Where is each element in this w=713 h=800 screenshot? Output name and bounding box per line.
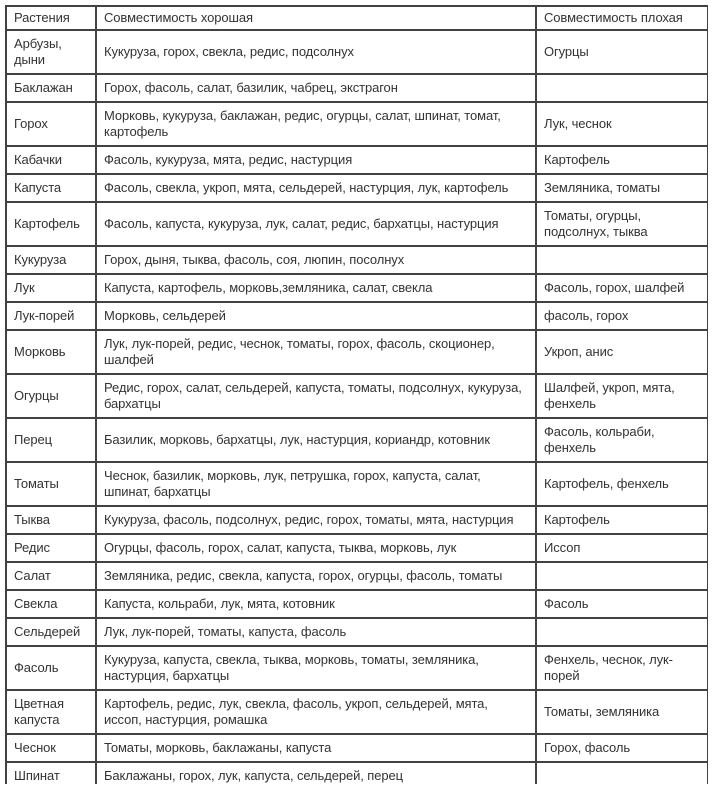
good-compatibility-cell: Кукуруза, горох, свекла, редис, подсолнух: [96, 30, 536, 74]
table-row: [6, 174, 708, 202]
bad-compatibility-cell: [536, 246, 708, 274]
table-row: [6, 562, 708, 590]
good-compatibility-cell: Капуста, картофель, морковь,земляника, салат, свекла: [96, 274, 536, 302]
table-row: [6, 762, 708, 784]
table-row: [6, 646, 708, 690]
good-compatibility-cell: Земляника, редис, свекла, капуста, горох, огурцы, фасоль, томаты: [96, 562, 536, 590]
plant-name-cell: Цветная капуста: [6, 690, 96, 734]
column-header-plants: Растения: [6, 6, 96, 30]
table-row: [6, 374, 708, 418]
column-header-good-compatibility: Совместимость хорошая: [96, 6, 536, 30]
bad-compatibility-cell: [536, 562, 708, 590]
plant-name-cell: Тыква: [6, 506, 96, 534]
good-compatibility-cell: Фасоль, свекла, укроп, мята, сельдерей, настурция, лук, картофель: [96, 174, 536, 202]
plant-name-cell: Горох: [6, 102, 96, 146]
table-row: [6, 246, 708, 274]
plant-compatibility-table: [5, 5, 708, 784]
table-row: [6, 330, 708, 374]
plant-name-cell: Капуста: [6, 174, 96, 202]
plant-name-cell: Томаты: [6, 462, 96, 506]
plant-name-cell: Морковь: [6, 330, 96, 374]
table-row: [6, 30, 708, 74]
good-compatibility-cell: Картофель, редис, лук, свекла, фасоль, укроп, сельдерей, мята, иссоп, настурция, ромашка: [96, 690, 536, 734]
bad-compatibility-cell: Картофель, фенхель: [536, 462, 708, 506]
plant-name-cell: Салат: [6, 562, 96, 590]
good-compatibility-cell: Огурцы, фасоль, горох, салат, капуста, тыква, морковь, лук: [96, 534, 536, 562]
bad-compatibility-cell: Картофель: [536, 146, 708, 174]
bad-compatibility-cell: Фенхель, чеснок, лук-порей: [536, 646, 708, 690]
table-row: [6, 734, 708, 762]
bad-compatibility-cell: [536, 762, 708, 784]
plant-name-cell: Перец: [6, 418, 96, 462]
table-row: [6, 146, 708, 174]
good-compatibility-cell: Капуста, кольраби, лук, мята, котовник: [96, 590, 536, 618]
bad-compatibility-cell: Иссоп: [536, 534, 708, 562]
table-container: [5, 5, 708, 784]
good-compatibility-cell: Горох, дыня, тыква, фасоль, соя, люпин, посолнух: [96, 246, 536, 274]
plant-name-cell: Лук: [6, 274, 96, 302]
table-row: [6, 418, 708, 462]
header-row: [6, 6, 708, 30]
table-row: [6, 274, 708, 302]
plant-name-cell: Фасоль: [6, 646, 96, 690]
good-compatibility-cell: Томаты, морковь, баклажаны, капуста: [96, 734, 536, 762]
good-compatibility-cell: Фасоль, кукуруза, мята, редис, настурция: [96, 146, 536, 174]
table-row: [6, 690, 708, 734]
table-row: [6, 506, 708, 534]
plant-name-cell: Кабачки: [6, 146, 96, 174]
good-compatibility-cell: Горох, фасоль, салат, базилик, чабрец, экстрагон: [96, 74, 536, 102]
bad-compatibility-cell: [536, 618, 708, 646]
bad-compatibility-cell: Огурцы: [536, 30, 708, 74]
bad-compatibility-cell: Фасоль, кольраби, фенхель: [536, 418, 708, 462]
table-body: [6, 30, 708, 784]
plant-name-cell: Баклажан: [6, 74, 96, 102]
good-compatibility-cell: Редис, горох, салат, сельдерей, капуста, томаты, подсолнух, кукуруза, бархатцы: [96, 374, 536, 418]
plant-name-cell: Свекла: [6, 590, 96, 618]
table-row: [6, 618, 708, 646]
good-compatibility-cell: Лук, лук-порей, томаты, капуста, фасоль: [96, 618, 536, 646]
bad-compatibility-cell: фасоль, горох: [536, 302, 708, 330]
bad-compatibility-cell: Земляника, томаты: [536, 174, 708, 202]
good-compatibility-cell: Баклажаны, горох, лук, капуста, сельдерей, перец: [96, 762, 536, 784]
bad-compatibility-cell: Шалфей, укроп, мята, фенхель: [536, 374, 708, 418]
table-row: [6, 462, 708, 506]
plant-name-cell: Лук-порей: [6, 302, 96, 330]
good-compatibility-cell: Кукуруза, фасоль, подсолнух, редис, горох, томаты, мята, настурция: [96, 506, 536, 534]
table-header: [6, 6, 708, 30]
plant-name-cell: Чеснок: [6, 734, 96, 762]
bad-compatibility-cell: Фасоль: [536, 590, 708, 618]
bad-compatibility-cell: Укроп, анис: [536, 330, 708, 374]
bad-compatibility-cell: [536, 74, 708, 102]
plant-name-cell: Сельдерей: [6, 618, 96, 646]
good-compatibility-cell: Базилик, морковь, бархатцы, лук, настурция, кориандр, котовник: [96, 418, 536, 462]
bad-compatibility-cell: Фасоль, горох, шалфей: [536, 274, 708, 302]
good-compatibility-cell: Кукуруза, капуста, свекла, тыква, морковь, томаты, земляника, настурция, бархатцы: [96, 646, 536, 690]
plant-name-cell: Редис: [6, 534, 96, 562]
bad-compatibility-cell: Горох, фасоль: [536, 734, 708, 762]
good-compatibility-cell: Морковь, кукуруза, баклажан, редис, огурцы, салат, шпинат, томат, картофель: [96, 102, 536, 146]
good-compatibility-cell: Фасоль, капуста, кукуруза, лук, салат, редис, бархатцы, настурция: [96, 202, 536, 246]
bad-compatibility-cell: Томаты, огурцы, подсолнух, тыква: [536, 202, 708, 246]
table-row: [6, 534, 708, 562]
good-compatibility-cell: Морковь, сельдерей: [96, 302, 536, 330]
table-row: [6, 302, 708, 330]
bad-compatibility-cell: Картофель: [536, 506, 708, 534]
plant-name-cell: Картофель: [6, 202, 96, 246]
plant-name-cell: Кукуруза: [6, 246, 96, 274]
table-row: [6, 102, 708, 146]
bad-compatibility-cell: Томаты, земляника: [536, 690, 708, 734]
plant-name-cell: Шпинат: [6, 762, 96, 784]
table-row: [6, 590, 708, 618]
plant-name-cell: Огурцы: [6, 374, 96, 418]
column-header-bad-compatibility: Совместимость плохая: [536, 6, 708, 30]
bad-compatibility-cell: Лук, чеснок: [536, 102, 708, 146]
plant-name-cell: Арбузы, дыни: [6, 30, 96, 74]
table-row: [6, 74, 708, 102]
good-compatibility-cell: Лук, лук-порей, редис, чеснок, томаты, горох, фасоль, скоционер, шалфей: [96, 330, 536, 374]
good-compatibility-cell: Чеснок, базилик, морковь, лук, петрушка, горох, капуста, салат, шпинат, бархатцы: [96, 462, 536, 506]
table-row: [6, 202, 708, 246]
